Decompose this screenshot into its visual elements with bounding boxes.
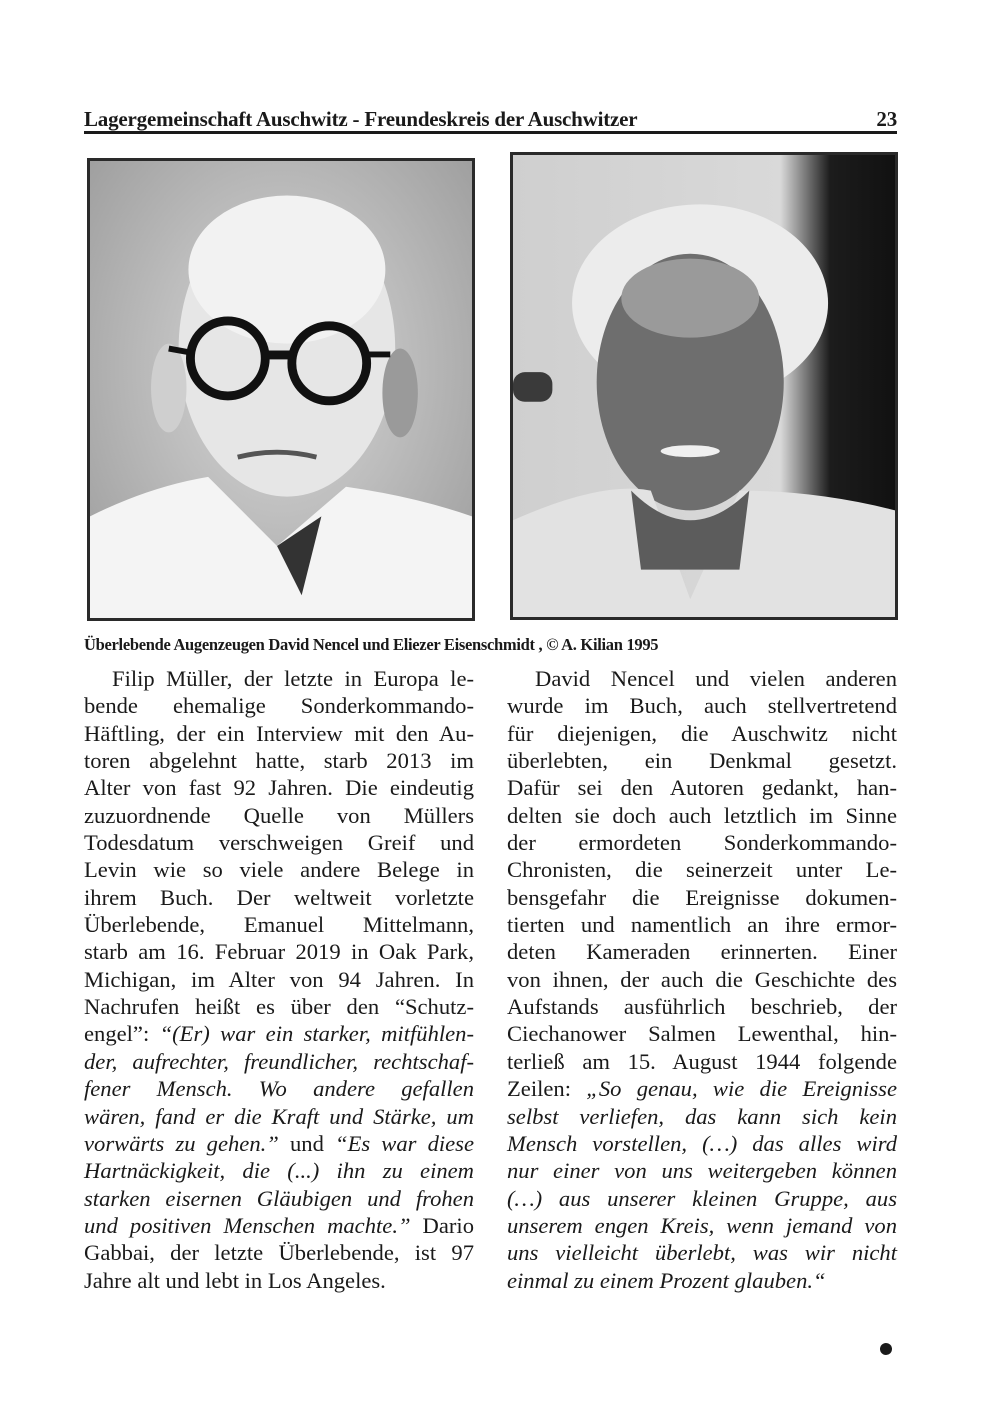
- quote-line: [507, 1239, 897, 1266]
- text-line: Häftling, der ein Interview mit den Au-: [84, 720, 474, 746]
- text-line-mixed: [84, 1020, 474, 1047]
- end-of-article-bullet-icon: [880, 1343, 892, 1355]
- running-header: [84, 100, 897, 132]
- text-line: Aufstands ausführlich beschrieb, der: [507, 994, 897, 1020]
- text-run: Dario: [410, 1212, 474, 1238]
- portrait-smiling-man-image: [513, 155, 895, 617]
- text-line: für diejenigen, die Auschwitz nicht: [507, 720, 897, 746]
- quote-run: “Es war diese: [335, 1130, 474, 1156]
- text-line: David Nencel und vielen anderen: [535, 666, 897, 691]
- quote-line: [507, 1267, 897, 1294]
- text-line: Alter von fast 92 Jahren. Die eindeutig: [84, 775, 474, 801]
- quote-run: unserem engen Kreis, wenn jemand von: [507, 1212, 897, 1238]
- quote-line: [507, 1157, 897, 1184]
- article-column-left: [84, 665, 474, 1294]
- text-line: Gabbai, der letzte Überlebende, ist 97: [84, 1240, 474, 1266]
- quote-run: (…) aus unserer kleinen Gruppe, aus: [507, 1185, 897, 1211]
- text-line: von ihnen, der auch die Geschichte des: [507, 966, 897, 992]
- quote-line: [84, 1185, 474, 1212]
- quote-line: [84, 1103, 474, 1130]
- text-run: engel”:: [84, 1021, 160, 1047]
- text-line: bende ehemalige Sonderkommando-: [84, 693, 474, 719]
- portrait-glasses-man-image: [90, 161, 472, 618]
- quote-run: uns vielleicht überlebt, was wir nicht: [507, 1240, 897, 1266]
- quote-run: selbst verliefen, das kann sich kein: [507, 1103, 897, 1129]
- quote-run: fener Mensch. Wo andere gefallen: [84, 1076, 474, 1102]
- text-line: bensgefahr die Ereignisse dokumen-: [507, 884, 897, 910]
- text-line: Dafür sei den Autoren gedankt, han-: [507, 775, 897, 801]
- text-line: Todesdatum verschweigen Greif und: [84, 830, 474, 856]
- quote-run: Hartnäckigkeit, die (...) ihn zu einem: [84, 1158, 474, 1184]
- text-line: Filip Müller, der letzte in Europa le-: [112, 666, 474, 691]
- text-run: Zeilen:: [507, 1076, 587, 1102]
- text-run: und: [278, 1130, 335, 1156]
- text-line: Michigan, im Alter von 94 Jahren. In: [84, 966, 474, 992]
- text-line-mixed: [84, 1212, 474, 1239]
- quote-line: [507, 1103, 897, 1130]
- quote-line: [507, 1185, 897, 1212]
- text-line: ihrem Buch. Der weltweit vorletzte: [84, 884, 474, 910]
- text-line-mixed: [84, 1130, 474, 1157]
- text-line: deten Kameraden erinnerten. Einer: [507, 939, 897, 965]
- quote-run: starken eisernen Gläubigen und frohen: [84, 1185, 474, 1211]
- text-line: tierten und namentlich an ihre ermor-: [507, 912, 897, 938]
- quote-line: [507, 1212, 897, 1239]
- text-line: der ermordeten Sonderkommando-: [507, 830, 897, 856]
- header-rule: [84, 131, 897, 134]
- text-line-mixed: [507, 1075, 897, 1102]
- quote-line: [84, 1048, 474, 1075]
- text-line: Jahre alt und lebt in Los Angeles.: [84, 1267, 386, 1293]
- quote-run: „So genau, wie die Ereignisse: [586, 1076, 897, 1102]
- quote-run: der, aufrechter, freundlicher, rechtschaf-: [84, 1048, 474, 1074]
- photo-caption: Überlebende Augenzeugen David Nencel und Eliezer Eisenschmidt , © A. Kilian 1995: [84, 635, 659, 654]
- quote-line: [507, 1130, 897, 1157]
- text-line: wurde im Buch, auch stellvertretend: [507, 693, 897, 719]
- quote-run: nur einer von uns weitergeben können: [507, 1158, 897, 1184]
- text-line: Nachrufen heißt es über den “Schutz-: [84, 994, 474, 1020]
- text-line: überlebten, ein Denkmal gesetzt.: [507, 748, 897, 774]
- photo-eliezer-eisenschmidt: [510, 152, 898, 620]
- text-line: zuzuordnende Quelle von Müllers: [84, 802, 474, 828]
- quote-run: und positiven Menschen machte.”: [84, 1212, 411, 1238]
- text-line: starb am 16. Februar 2019 in Oak Park,: [84, 939, 474, 965]
- quote-run: Mensch vorstellen, (…) das alles wird: [507, 1130, 897, 1156]
- text-line: toren abgelehnt hatte, starb 2013 im: [84, 748, 474, 774]
- quote-line: [84, 1075, 474, 1102]
- text-line: delten sie doch auch letztlich im Sinne: [507, 802, 897, 828]
- text-line: Ciechanower Salmen Lewenthal, hin-: [507, 1021, 897, 1047]
- text-line: terließ am 15. August 1944 folgende: [507, 1048, 897, 1074]
- quote-run: vorwärts zu gehen.”: [84, 1130, 279, 1156]
- text-line: Chronisten, die seinerzeit unter Le-: [507, 857, 897, 883]
- quote-line: [84, 1157, 474, 1184]
- article-column-right: [507, 665, 897, 1294]
- quote-run: “(Er) war ein starker, mitfühlen-: [159, 1021, 474, 1047]
- publication-title: Lagergemeinschaft Auschwitz - Freundeskreis der Auschwitzer: [84, 107, 638, 131]
- text-line: Überlebende, Emanuel Mittelmann,: [84, 912, 474, 938]
- quote-run: einmal zu einem Prozent glauben.“: [507, 1267, 826, 1293]
- page-number: 23: [876, 107, 897, 131]
- photo-david-nencel: [87, 158, 475, 621]
- text-line: Levin wie so viele andere Belege in: [84, 857, 474, 883]
- quote-run: wären, fand er die Kraft und Stärke, um: [84, 1103, 474, 1129]
